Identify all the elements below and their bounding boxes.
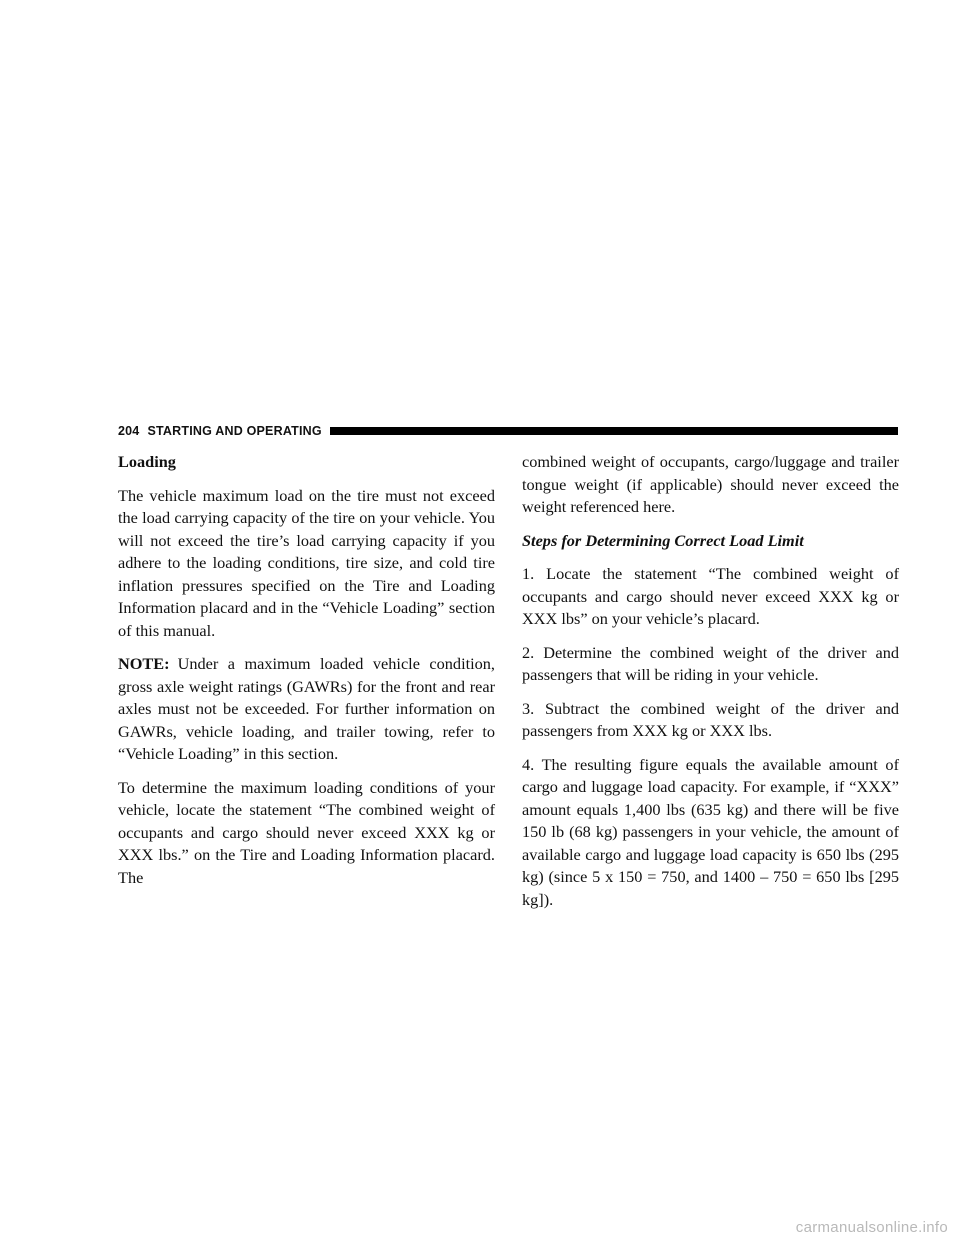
step-4: 4. The resulting figure equals the available amount of cargo and luggage load capacity. For example, if “XXX” amount equals 1,400 lbs (635 kg) and there will be five 150 lb (68 kg) passengers in your vehicle, the amount of available cargo and luggage load capacity is 650 lbs (295 kg) (since 5 x 150 = 750, and 1400 – 750 = 650 lbs [295 kg]). bbox=[522, 754, 899, 909]
right-column bbox=[522, 451, 899, 922]
subheading-steps: Steps for Determining Correct Load Limit bbox=[522, 530, 804, 550]
page-number: 204 bbox=[118, 424, 140, 438]
header-rule bbox=[330, 427, 898, 435]
paragraph-load-capacity: The vehicle maximum load on the tire must not exceed the load carrying capacity of the tire on your vehicle. You will not exceed the tire’s load carrying capacity if you adhere to the loading conditions, tire size, and cold tire inflation pressures specified on the Tire and Loading Information placard and in the “Vehicle Loading” section of this manual. bbox=[118, 485, 495, 640]
heading-loading: Loading bbox=[118, 452, 176, 471]
step-2: 2. Determine the combined weight of the driver and passengers that will be riding in your vehicle. bbox=[522, 642, 899, 684]
left-column bbox=[118, 451, 495, 900]
step-1: 1. Locate the statement “The combined weight of occupants and cargo should never exceed XXX kg or XXX lbs” on your vehicle’s placard. bbox=[522, 564, 899, 628]
watermark: carmanualsonline.info bbox=[795, 1219, 948, 1236]
note-label: NOTE: bbox=[118, 654, 170, 673]
paragraph-max-loading: To determine the maximum loading conditions of your vehicle, locate the statement “The combined weight of occupants and cargo should never exceed XXX kg or XXX lbs.” on the Tire and Loading Information placard. The bbox=[118, 777, 495, 887]
step-3: 3. Subtract the combined weight of the driver and passengers from XXX kg or XXX lbs. bbox=[522, 698, 899, 740]
note-text: Under a maximum loaded vehicle condition, gross axle weight ratings (GAWRs) for the front and rear axles must not be exceeded. For further information on GAWRs, vehicle loading, and trailer towing, refer to “Vehicle Loading” in this section. bbox=[118, 654, 495, 763]
section-title: STARTING AND OPERATING bbox=[147, 424, 322, 438]
note-paragraph bbox=[118, 653, 495, 766]
paragraph-continued: combined weight of occupants, cargo/luggage and trailer tongue weight (if applicable) should never exceed the weight referenced here. bbox=[522, 452, 899, 516]
page-header bbox=[118, 423, 898, 439]
